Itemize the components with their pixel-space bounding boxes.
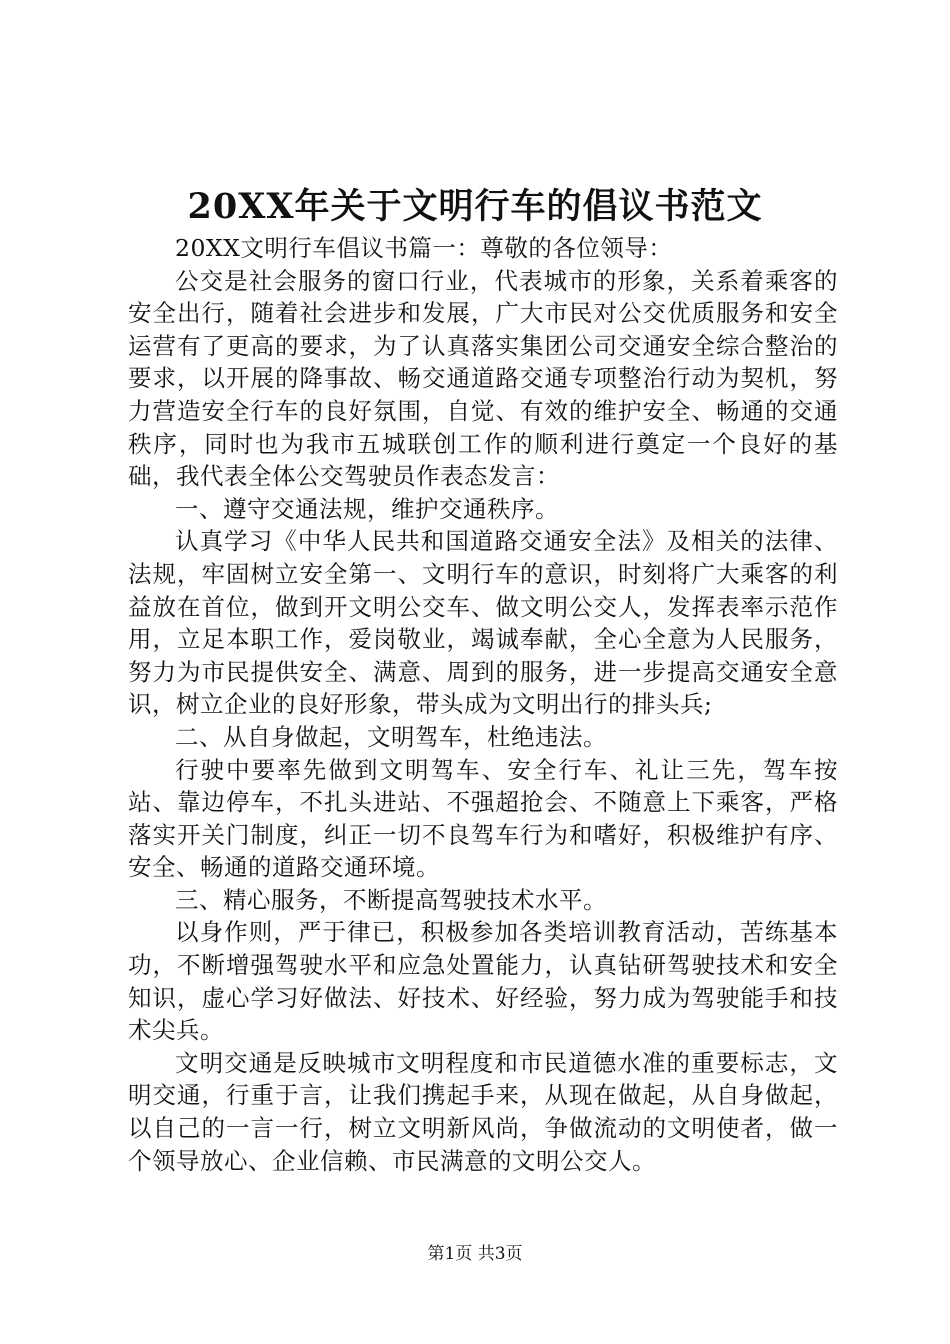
paragraph-section-1: 认真学习《中华人民共和国道路交通安全法》及相关的法律、法规，牢固树立安全第一、文明行车的意识，时刻将广大乘客的利益放在首位，做到开文明公交车、做文明公交人，发挥表率示范作用，立足本职工作，爱岗敬业，竭诚奉献，全心全意为人民服务，努力为市民提供安全、满意、周到的服务，进一步提高交通安全意识，树立企业的良好形象，带头成为文明出行的排头兵;: [128, 527, 838, 719]
heading-section-2: 二、从自身做起，文明驾车，杜绝违法。: [175, 722, 607, 751]
paragraph-conclusion: 文明交通是反映城市文明程度和市民道德水准的重要标志，文明交通，行重于言，让我们携起手来，从现在做起，从自身做起，以自己的一言一行，树立文明新风尚，争做流动的文明使者，做一个领导放心、企业信赖、市民满意的文明公交人。: [128, 1048, 838, 1175]
document-title: 20XX年关于文明行车的倡议书范文: [187, 186, 763, 227]
heading-section-3: 三、精心服务，不断提高驾驶技术水平。: [175, 885, 607, 914]
paragraph-intro: 公交是社会服务的窗口行业，代表城市的形象，关系着乘客的安全出行，随着社会进步和发展，广大市民对公交优质服务和安全运营有了更高的要求，为了认真落实集团公司交通安全综合整治的要求，以开展的降事故、畅交通道路交通专项整治行动为契机，努力营造安全行车的良好氛围，自觉、有效的维护安全、畅通的交通秩序，同时也为我市五城联创工作的顺利进行奠定一个良好的基础，我代表全体公交驾驶员作表态发言：: [128, 266, 838, 491]
paragraph-section-3: 以身作则，严于律已，积极参加各类培训教育活动，苦练基本功，不断增强驾驶水平和应急处置能力，认真钻研驾驶技术和安全知识，虚心学习好做法、好技术、好经验，努力成为驾驶能手和技术尖兵。: [128, 918, 838, 1045]
paragraph-salutation: 20XX文明行车倡议书篇一：尊敬的各位领导：: [175, 234, 673, 262]
document-body: [128, 232, 838, 1177]
page-number-footer: 第1页 共3页: [427, 1244, 523, 1264]
heading-section-1: 一、遵守交通法规，维护交通秩序。: [175, 494, 559, 523]
paragraph-section-2: 行驶中要率先做到文明驾车、安全行车、礼让三先，驾车按站、靠边停车，不扎头进站、不强超抢会、不随意上下乘客，严格落实开关门制度，纠正一切不良驾车行为和嗜好，积极维护有序、安全、畅通的道路交通环境。: [128, 755, 838, 882]
